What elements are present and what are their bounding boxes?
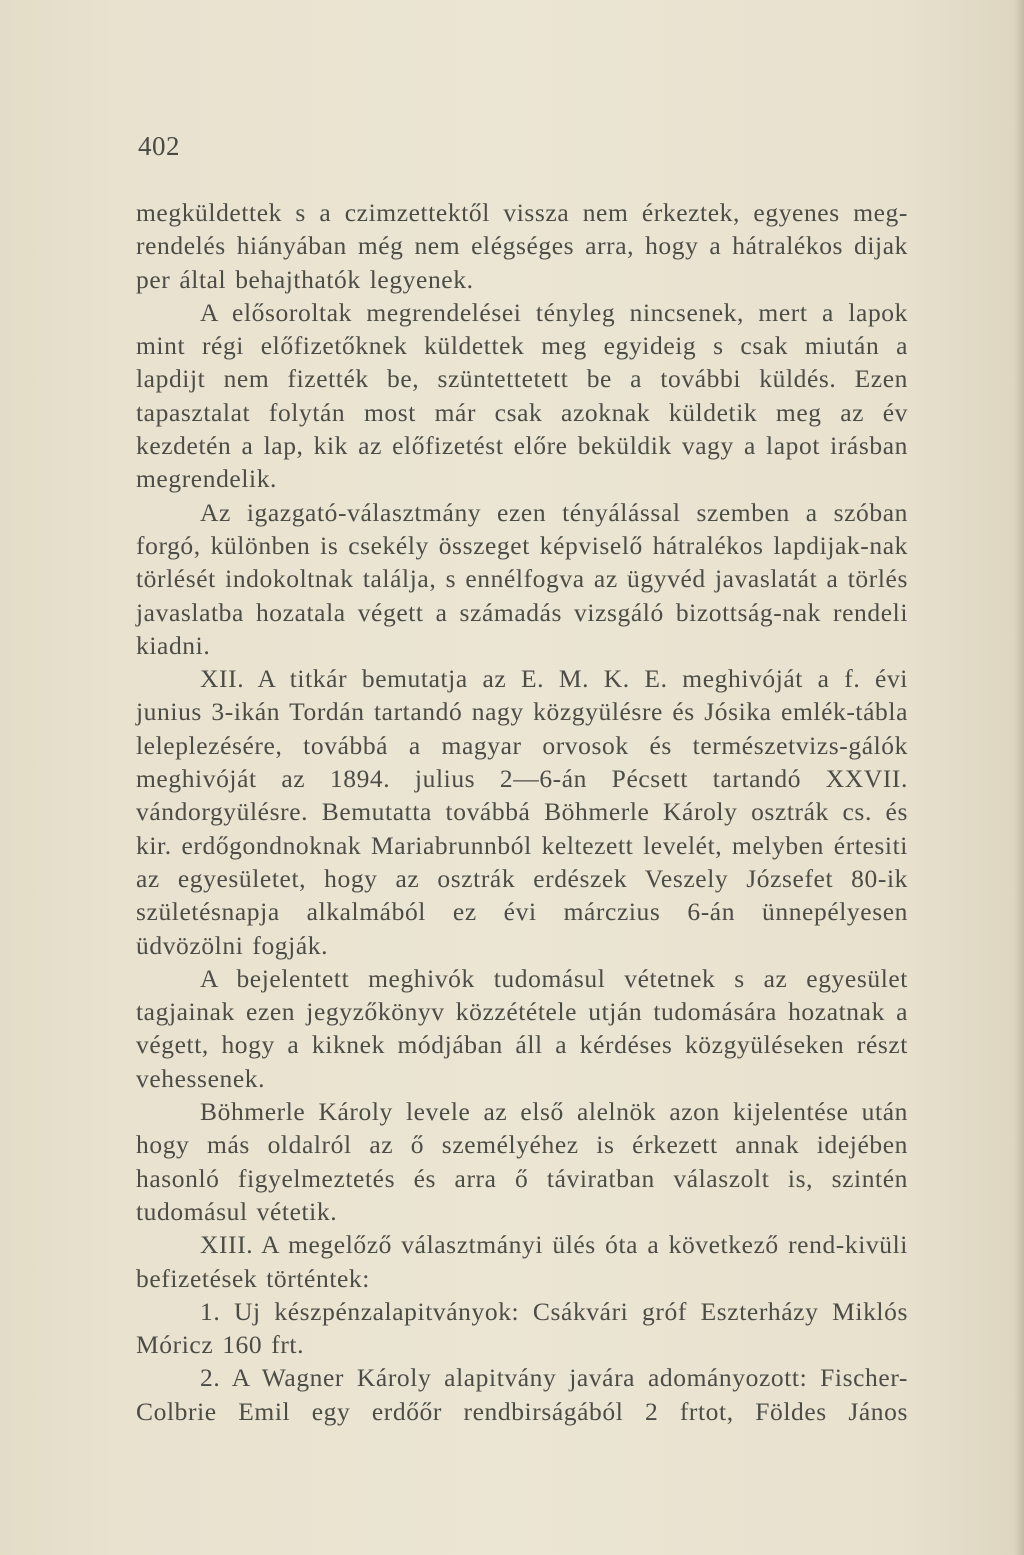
- paragraph: Böhmerle Károly levele az első alelnök azon kijelentése után hogy más oldalról az ő személyéhez is érkezett annak idejében hasonló figyelmeztetés és arra ő táviratban válaszolt is, szintén tudomásul vétetik.: [136, 1097, 908, 1226]
- list-item: 1. Uj készpénzalapitványok: Csákvári gróf Eszterházy Miklós Móricz 160 frt.: [136, 1296, 908, 1360]
- paragraph: A bejelentett meghivók tudomásul vétetnek s az egyesület tagjainak ezen jegyzőkönyv közzététele utján tudomására hozatnak a végett, hogy a kiknek módjában áll a kérdéses közgyüléseken részt vehessenek.: [136, 963, 908, 1093]
- paragraph: A elősoroltak megrendelései tényleg nincsenek, mert a lapok mint régi előfizetőknek küldettek meg egyideig s csak miután a lapdijt nem fizették be, szüntettetett be a további küldés. Ezen tapasztalat folytán most már csak azoknak küldetik meg az év kezdetén a lap, kik az előfizetést előre beküldik vagy a lapot irásban megrendelik.: [136, 297, 908, 494]
- body-text: [136, 196, 908, 1428]
- paragraph: Az igazgató-választmány ezen tényálással szemben a szóban forgó, különben is csekély összeget képviselő hátralékos lapdijak-nak törlését indokoltnak találja, s ennélfogva az ügyvéd javaslatát a törlés javaslatba hozatala végett a számadás vizsgáló bizottság-nak rendeli kiadni.: [136, 497, 908, 660]
- page-edge-shadow: [1014, 0, 1024, 1555]
- list-item: 2. A Wagner Károly alapitvány javára adományozott: Fischer-Colbrie Emil egy erdőőr rendbirságából 2 frtot, Földes János: [136, 1363, 908, 1426]
- paragraph: XIII. A megelőző választmányi ülés óta a következő rend-kivüli befizetések történtek:: [136, 1230, 908, 1293]
- page-number: 402: [138, 131, 180, 161]
- paragraph: megküldettek s a czimzettektől vissza nem érkeztek, egyenes meg-rendelés hiányában még nem elégséges arra, hogy a hátralékos dijak per által behajthatók legyenek.: [136, 198, 908, 294]
- paragraph: XII. A titkár bemutatja az E. M. K. E. meghivóját a f. évi junius 3-ikán Tordán tartandó nagy közgyülésre és Jósika emlék-tábla leleplezésére, továbbá a magyar orvosok és természetvizs-gálók meghivóját az 1894. julius 2—6-án Pécsett tartandó XXVII. vándorgyülésre. Bemutatta továbbá Böhmerle Károly osztrák cs. és kir. erdőgondnoknak Mariabrunnból keltezett levelét, melyben értesiti az egyesületet, hogy az osztrák erdészek Veszely Józsefet 80-ik születésnapja alkalmából ez évi márczius 6-án ünnepélyesen üdvözölni fogják.: [136, 664, 908, 960]
